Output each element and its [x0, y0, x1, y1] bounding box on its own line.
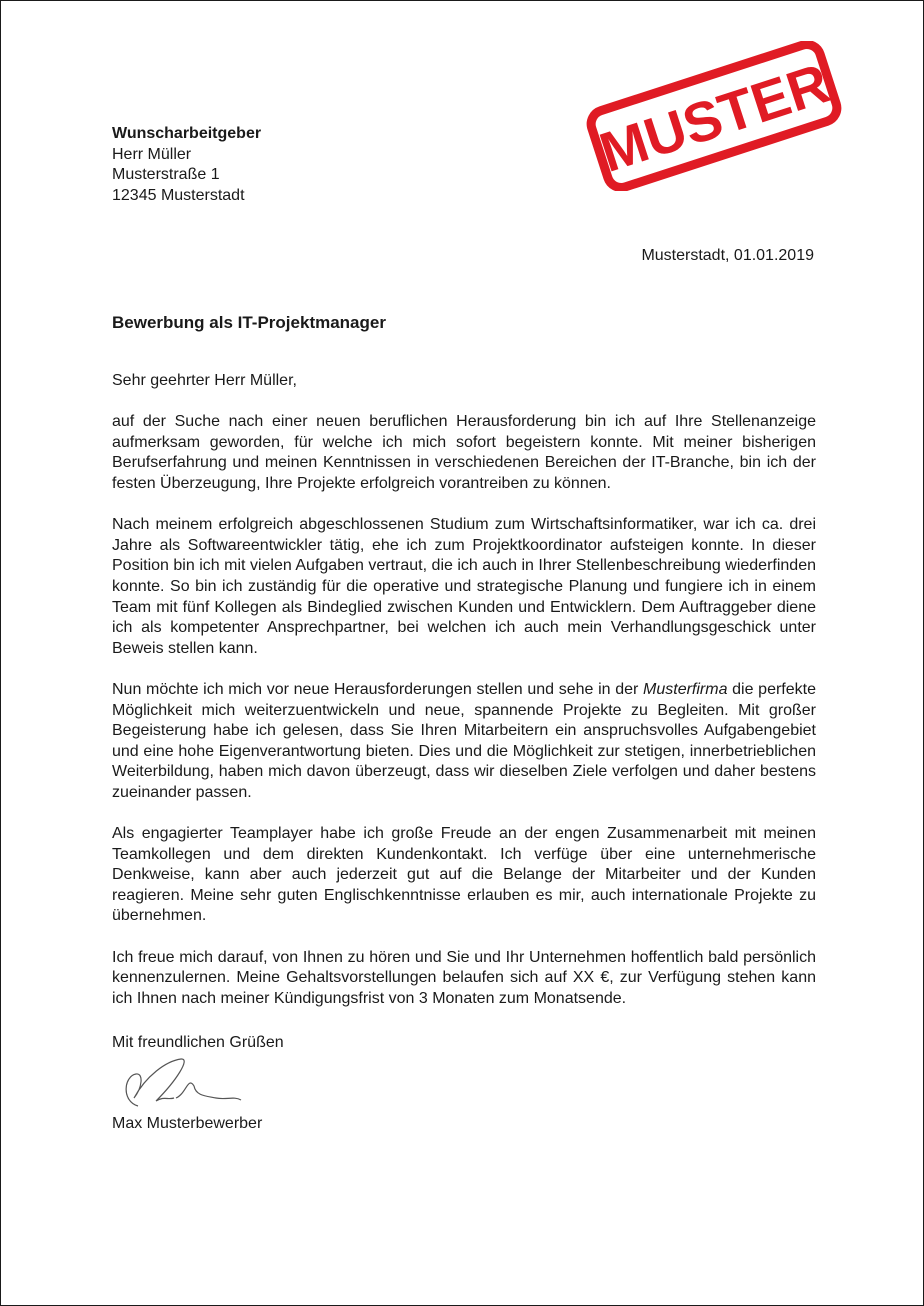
paragraph-intro: auf der Suche nach einer neuen beruflichen Herausforderung bin ich auf Ihre Stellenanzeige aufmerksam geworden, für welche ich mich sofort begeistern konnte. Mit meiner bisherigen Berufserfahrung und meinen Kenntnissen in verschiedenen Bereichen der IT-Branche, bin ich der festen Überzeugung, Ihre Projekte erfolgreich vorantreiben zu können.	[112, 413, 816, 492]
stamp-label: MUSTER	[592, 50, 837, 184]
recipient-company: Wunscharbeitgeber	[112, 125, 262, 142]
company-name: Musterfirma	[643, 680, 728, 698]
paragraph-motivation-end: die perfekte Möglichkeit mich weiterzuentwickeln und neue, spannende Projekte zu Begleiten. Mit großer Begeisterung habe ich gelesen, dass Sie Ihren Mitarbeitern ein anspruchsvolles Aufgabengebiet und eine hohe Eigenverantwortung bieten. Dies und die Möglichkeit zur stetigen, innerbetrieblichen Weiterbildung, haben mich davon überzeugt, dass wir dieselben Ziele verfolgen und daher bestens zueinander passen.	[112, 680, 816, 801]
recipient-city: 12345 Musterstadt	[112, 186, 245, 204]
recipient-name: Herr Müller	[112, 145, 192, 163]
salutation: Sehr geehrter Herr Müller,	[112, 372, 297, 389]
subject-line: Bewerbung als IT-Projektmanager	[112, 313, 386, 332]
paragraph-closing: Ich freue mich darauf, von Ihnen zu hören und Sie und Ihr Unternehmen hoffentlich bald persönlich kennenzulernen. Meine Gehaltsvorstellungen belaufen sich auf XX €, zur Verfügung stehen kann ich Ihnen nach meiner Kündigungsfrist von 3 Monaten zum Monatsende.	[112, 948, 816, 1007]
date-line: Musterstadt, 01.01.2019	[641, 247, 814, 264]
paragraph-skills: Als engagierter Teamplayer habe ich große Freude an der engen Zusammenarbeit mit meinen Teamkollegen und dem direkten Kundenkontakt. Ich verfüge über eine unternehmerische Denkweise, kann aber auch jederzeit gut auf die Belange der Mitarbeiter und der Kunden reagieren. Meine sehr guten Englischkenntnisse erlauben es mir, auch internationale Projekte zu übernehmen.	[112, 825, 816, 925]
signature-icon	[116, 1056, 246, 1116]
signer-name: Max Musterbewerber	[112, 1115, 263, 1132]
letter-body	[112, 371, 816, 1030]
recipient-address	[112, 124, 261, 206]
paragraph-motivation-start: Nun möchte ich mich vor neue Herausforderungen stellen und sehe in der	[112, 680, 644, 698]
paragraph-motivation	[112, 680, 816, 804]
recipient-street: Musterstraße 1	[112, 166, 220, 183]
closing-phrase: Mit freundlichen Grüßen	[112, 1034, 284, 1051]
paragraph-experience: Nach meinem erfolgreich abgeschlossenen Studium zum Wirtschaftsinformatiker, war ich ca. drei Jahre als Softwareentwickler tätig, ehe ich zum Projektkoordinator aufsteigen konnte. In dieser Position bin ich mit vielen Aufgaben vertraut, die ich auch in Ihrer Stellenbeschreibung wiederfinden konnte. So bin ich zuständig für die operative und strategische Planung und fungiere ich in einem Team mit fünf Kollegen als Bindeglied zwischen Kunden und Entwicklern. Dem Auftraggeber diene ich als kompetenter Ansprechpartner, bei welchen ich auch mein Verhandlungsgeschick unter Beweis stellen kann.	[112, 516, 816, 657]
muster-stamp	[579, 41, 849, 191]
